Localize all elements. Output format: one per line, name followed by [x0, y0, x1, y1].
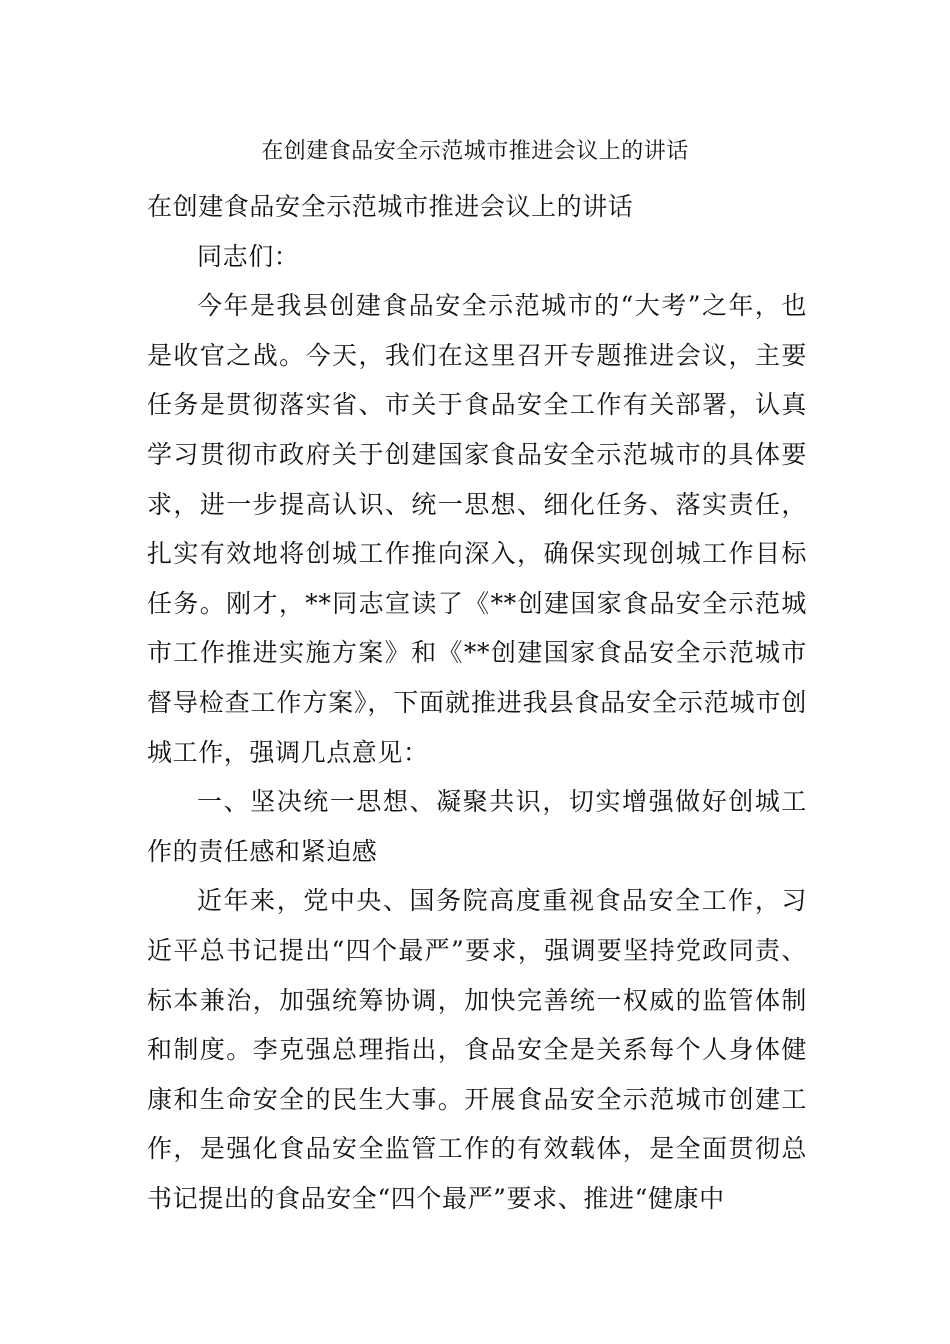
salutation: 同志们： — [197, 241, 300, 271]
paragraph-intro: 今年是我县创建食品安全示范城市的“大考”之年，也是收官之战。今天，我们在这里召开专题推进会议，主要任务是贯彻落实省、市关于食品安全工作有关部署，认真学习贯彻市政府关于创建国家食品安全示范城市的具体要求，进一步提高认识、统一思想、细化任务、落实责任，扎实有效地将创城工作推向深入，确保实现创城工作目标任务。刚才，**同志宣读了《**创建国家食品安全示范城市工作推进实施方案》和《**创建国家食品安全示范城市督导检查工作方案》，下面就推进我县食品安全示范城市创城工作，强调几点意见： — [147, 291, 807, 767]
section-heading-1: 一、坚决统一思想、凝聚共识，切实增强做好创城工作的责任感和紧迫感 — [147, 787, 807, 866]
document-subtitle: 在创建食品安全示范城市推进会议上的讲话 — [147, 192, 634, 221]
document-body — [147, 182, 807, 1223]
document-title: 在创建食品安全示范城市推进会议上的讲话 — [261, 139, 689, 164]
paragraph-section-1: 近年来，党中央、国务院高度重视食品安全工作，习近平总书记提出“四个最严”要求，强调要坚持党政同责、标本兼治，加强统筹协调，加快完善统一权威的监管体制和制度。李克强总理指出，食品安全是关系每个人身体健康和生命安全的民生大事。开展食品安全示范城市创建工作，是强化食品安全监管工作的有效载体，是全面贯彻总书记提出的食品安全“四个最严”要求、推进“健康中 — [147, 886, 807, 1213]
